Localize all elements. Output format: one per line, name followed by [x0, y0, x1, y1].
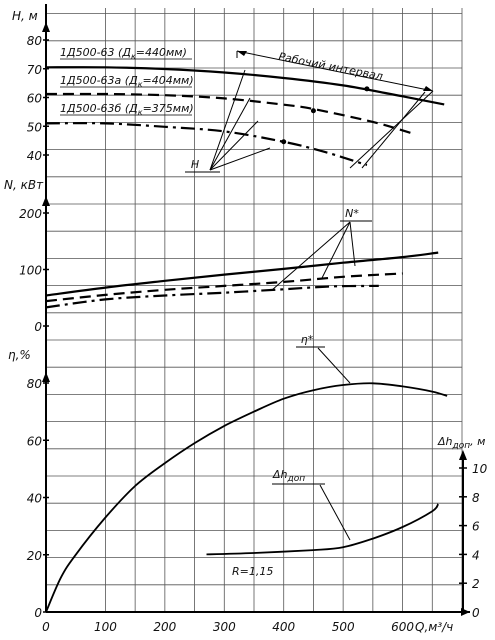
x-tick-label: 200	[153, 620, 177, 634]
y-tick-label-efficiency: 20	[26, 548, 42, 563]
operating-range-arrow-right	[423, 86, 433, 91]
labels	[60, 46, 433, 578]
h-leader-line	[210, 121, 258, 170]
y-tick-label-power: 200	[19, 207, 42, 221]
y-axis-arrow-efficiency	[42, 372, 50, 382]
h-leader-line	[210, 70, 245, 170]
npsh-tick-label: 10	[472, 462, 488, 476]
npsh-note: R=1,15	[232, 565, 274, 578]
npsh-tick-label: 6	[472, 519, 480, 534]
y-tick-label-efficiency: 80	[26, 377, 42, 391]
x-tick-label: 100	[93, 620, 117, 634]
head-series-label-2: 1Д500-63а $(Д_к=404мм)$	[60, 74, 194, 89]
npsh-curve-leader-line	[320, 485, 350, 540]
h-label: H	[190, 158, 200, 171]
x-tick-label: 0	[42, 620, 50, 634]
y-tick-label-efficiency: 0	[34, 606, 42, 620]
npsh-tick-label: 2	[472, 577, 480, 592]
x-tick-label: 300	[212, 620, 236, 634]
x-tick-label: 400	[272, 620, 296, 634]
npsh-series-1	[207, 504, 439, 554]
y-tick-label-efficiency: 40	[26, 491, 42, 506]
eta-star-label: η*	[300, 333, 314, 346]
y-tick-label-head: 70	[26, 62, 42, 77]
y-tick-label-head: 40	[26, 149, 42, 163]
y-tick-label-head: 60	[26, 91, 42, 106]
npsh-axis-label: $\Delta h_{доп}$, м	[438, 435, 486, 451]
y-tick-label-power: 0	[34, 320, 42, 334]
x-axis-label: Q,м³/ч	[415, 620, 454, 634]
n-star-leader-line	[322, 222, 350, 278]
npsh-tick-label: 4	[472, 548, 480, 563]
head-series-label-1: 1Д500-63 $(Д_к=440мм)$	[60, 46, 187, 61]
y-tick-label-head: 80	[26, 34, 42, 48]
npsh-curve-label: $\Delta h_{доп}$	[273, 468, 306, 484]
y-tick-label-head: 50	[26, 120, 42, 135]
y-tick-label-power: 100	[19, 263, 42, 278]
y-axis-label-power: N, кВт	[4, 178, 44, 192]
head-series-3	[46, 123, 367, 165]
n-star-leader-line	[350, 222, 355, 266]
npsh-tick-label: 0	[472, 606, 480, 620]
y-axis-arrow-power	[42, 196, 50, 206]
y-axis-label-efficiency: η,%	[8, 348, 31, 362]
head-operating-point	[281, 139, 286, 144]
npsh-tick-label: 8	[472, 490, 480, 505]
x-tick-label: 500	[331, 620, 355, 634]
y-tick-label-efficiency: 60	[26, 434, 42, 449]
npsh-axis-arrow	[459, 450, 467, 460]
eta-star-leader-line	[318, 348, 350, 383]
y-axis-label-head: H, м	[12, 9, 38, 23]
head-operating-point	[364, 86, 369, 91]
operating-range-right-boundary-2	[362, 92, 425, 168]
n-star-label: N*	[345, 207, 359, 220]
power-series-1	[46, 253, 438, 296]
grid	[46, 8, 462, 612]
operating-range-label: Рабочий интервал	[277, 50, 384, 84]
head-series-label-3: 1Д500-63б $(Д_к=375мм)$	[60, 102, 194, 117]
y-axis-arrow-head	[42, 22, 50, 32]
h-leader-line	[210, 148, 270, 170]
x-tick-label: 600	[391, 620, 415, 634]
operating-range-right-boundary	[350, 91, 433, 168]
head-operating-point	[311, 108, 316, 113]
operating-range-arrow-left	[237, 51, 247, 56]
